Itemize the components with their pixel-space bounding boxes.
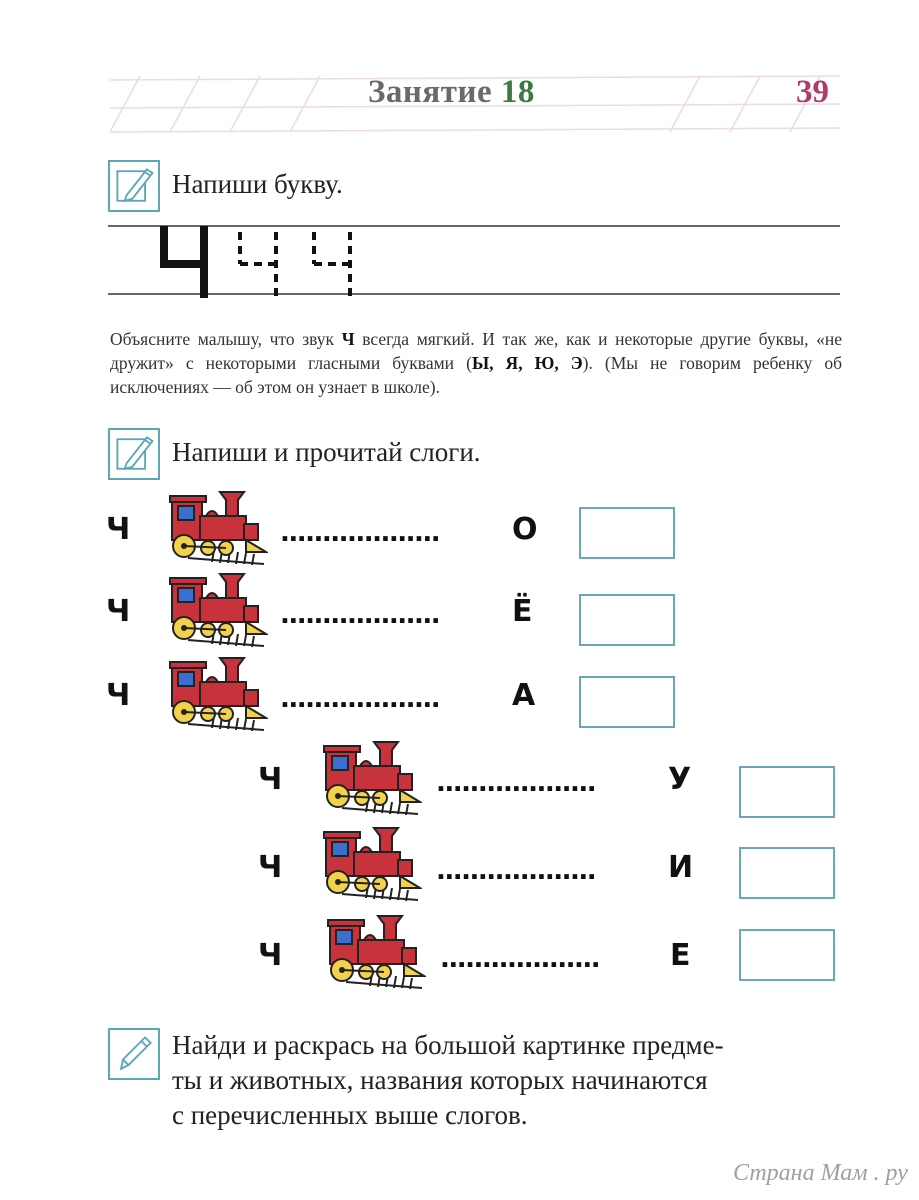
syllable-vowel: У bbox=[668, 762, 692, 797]
syllable-vowel: Е bbox=[670, 938, 691, 973]
answer-box[interactable] bbox=[579, 676, 675, 728]
note-vowels: Ы, Я, Ю, Э bbox=[471, 353, 583, 373]
syllable-consonant: Ч bbox=[106, 678, 131, 713]
pencil-paper-icon bbox=[108, 428, 160, 480]
syllable-dots: ................... bbox=[440, 944, 600, 974]
note-letter: Ч bbox=[341, 329, 355, 349]
note-text-1: Объясните малышу, что звук bbox=[110, 329, 342, 349]
syllable-dots: ................... bbox=[280, 684, 440, 714]
syllable-consonant: Ч bbox=[106, 594, 131, 629]
note-text-2: всегда мягкий. И так же, как и некоторые другие буквы, «не дружит» с некоторыми гласными буквами ( bbox=[110, 329, 842, 373]
answer-box[interactable] bbox=[739, 847, 835, 899]
task2-instruction: Напиши и прочитай слоги. bbox=[172, 437, 481, 467]
syllable-vowel: И bbox=[668, 850, 694, 885]
train-icon bbox=[322, 740, 422, 816]
task3-line-2: ты и животных, названия которых начинаются bbox=[172, 1065, 708, 1095]
page-number: 39 bbox=[796, 74, 829, 110]
answer-box[interactable] bbox=[579, 507, 675, 559]
syllable-consonant: Ч bbox=[258, 850, 283, 885]
train-icon bbox=[322, 826, 422, 902]
train-icon bbox=[168, 572, 268, 648]
parent-note bbox=[110, 327, 842, 399]
note-text-3: ). (Мы не говорим ребенку об исключениях — об этом он узнает в школе). bbox=[110, 353, 842, 397]
letter-writing-strip[interactable] bbox=[108, 220, 840, 302]
pencil-icon bbox=[108, 1028, 160, 1080]
task1-instruction: Напиши букву. bbox=[172, 169, 343, 199]
pencil-paper-icon bbox=[108, 160, 160, 212]
syllable-dots: ................... bbox=[436, 768, 596, 798]
answer-box[interactable] bbox=[739, 929, 835, 981]
syllable-consonant: Ч bbox=[258, 938, 283, 973]
lesson-title bbox=[368, 74, 535, 111]
syllable-vowel: О bbox=[512, 512, 538, 547]
syllable-consonant: Ч bbox=[106, 512, 131, 547]
syllable-consonant: Ч bbox=[258, 762, 283, 797]
task3-line-1: Найди и раскрась на большой картинке предме- bbox=[172, 1030, 724, 1060]
watermark: Страна Мам . ру bbox=[733, 1160, 908, 1186]
task3-line-3: с перечисленных выше слогов. bbox=[172, 1100, 528, 1130]
lesson-number: 18 bbox=[500, 74, 535, 110]
syllable-vowel: Ё bbox=[512, 594, 533, 629]
syllable-vowel: А bbox=[512, 678, 536, 713]
train-icon bbox=[168, 656, 268, 732]
answer-box[interactable] bbox=[579, 594, 675, 646]
train-icon bbox=[326, 914, 426, 990]
lesson-word: Занятие bbox=[368, 74, 493, 110]
syllable-dots: ................... bbox=[436, 856, 596, 886]
task3-instruction bbox=[172, 1028, 852, 1133]
syllable-dots: ................... bbox=[280, 600, 440, 630]
syllable-dots: ................... bbox=[280, 518, 440, 548]
answer-box[interactable] bbox=[739, 766, 835, 818]
train-icon bbox=[168, 490, 268, 566]
